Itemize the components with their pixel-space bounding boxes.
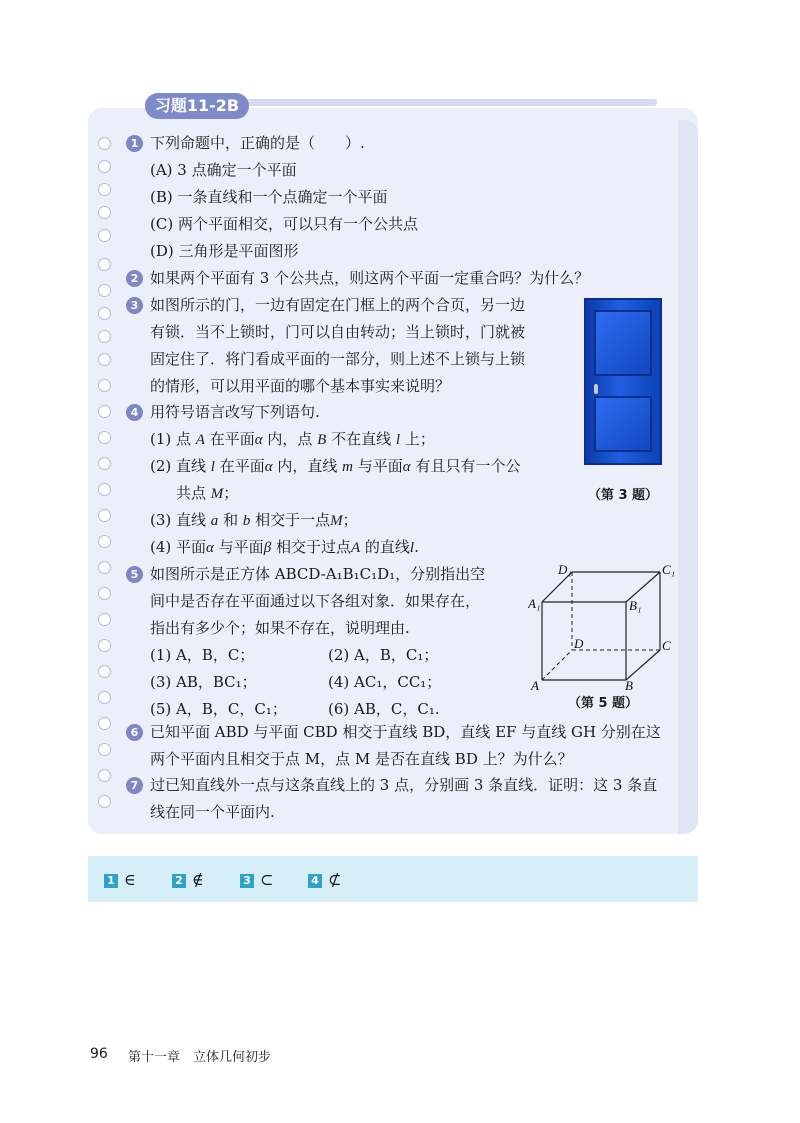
question-6-line: 两个平面内且相交于点 M，点 M 是否在直线 BD 上？为什么？ [150,750,573,768]
question-number-badge: 2 [126,270,143,287]
text-run: 与平面 [353,457,403,475]
math-symbol: α [206,540,214,556]
binder-hole [98,561,111,574]
text-run: (1) 点 [150,430,196,448]
math-symbol: M [210,486,224,502]
binder-hole [98,258,111,271]
math-symbol: a [210,513,219,529]
text-run: 与平面 [213,538,264,556]
binder-hole [98,535,111,548]
question-5-line: 指出有多少个；如果不存在，说明理由. [150,619,410,637]
question-5-part-6: (6) AB，C，C₁. [328,700,440,718]
binder-hole [98,229,111,242]
question-1-option-d: (D) 三角形是平面图形 [150,242,299,260]
text-run: 上； [400,430,435,448]
question-5-line: 如图所示是正方体 ABCD-A₁B₁C₁D₁，分别指出空 [150,565,486,583]
binder-hole [98,379,111,392]
binder-hole [98,206,111,219]
text-run: 在平面 [204,430,255,448]
question-1-option-b: (B) 一条直线和一个点确定一个平面 [150,188,388,206]
question-5-part-4: (4) AC₁，CC₁； [328,673,442,691]
answer-strip [88,856,698,902]
chapter-title: 第十一章 立体几何初步 [128,1050,272,1065]
binder-hole [98,183,111,196]
cube-vertex-label: A₁ [528,596,541,611]
binder-hole [98,717,111,730]
binder-hole [98,431,111,444]
answer-symbol: ∈ [124,870,136,889]
question-5-part-1: (1) A，B，C； [150,646,255,664]
question-5-part-2: (2) A，B，C₁； [328,646,439,664]
binder-hole [98,639,111,652]
question-7-line: 过已知直线外一点与这条直线上的 3 点，分别画 3 条直线．证明：这 3 条直 [150,776,658,794]
cube-vertex-label: C [662,638,671,653]
page-number: 96 [90,1046,108,1062]
cube-diagram [528,562,680,694]
cube-vertex-label: A [531,678,539,693]
door-illustration [584,298,662,465]
text-run: (3) 直线 [150,511,211,529]
door-knob [594,384,598,394]
question-1-option-a: (A) 3 点确定一个平面 [150,161,297,179]
math-symbol: A [350,540,361,556]
math-symbol: A [195,432,205,448]
binder-hole [98,795,111,808]
question-4-item-4 [150,537,419,558]
question-3-line: 的情形，可以用平面的哪个基本事实来说明？ [150,377,451,395]
question-1-stem: 下列命题中，正确的是（ ）. [150,134,365,152]
question-number-badge: 1 [126,135,143,152]
question-5-part-5: (5) A，B，C，C₁； [150,700,287,718]
text-run: 内，点 [262,430,318,448]
binder-hole [98,509,111,522]
cube-vertex-label: C₁ [662,562,676,577]
binder-hole [98,284,111,297]
answer-symbol: ⊄ [328,870,342,889]
answer-number: 4 [308,874,322,888]
answer-number: 3 [240,874,254,888]
binder-hole [98,743,111,756]
cube-edge [626,650,660,680]
question-6-line: 已知平面 ABD 与平面 CBD 相交于直线 BD，直线 EF 与直线 GH 分别在这 [150,723,661,741]
door-panel [594,396,652,452]
binder-hole [98,691,111,704]
math-symbol: l [409,540,415,556]
question-4-item-3 [150,510,358,531]
text-run: 的直线 [360,538,410,556]
answer-symbol: ⊂ [260,870,274,889]
text-run: 和 [218,511,243,529]
question-4-item-1 [150,429,435,450]
card-shadow-edge [678,120,698,834]
math-symbol: α [264,459,273,475]
math-symbol: l [395,432,401,448]
answer-item [308,870,341,889]
text-run: 内，直线 [272,457,343,475]
answer-item [240,870,273,889]
cube-vertex-label: B [625,678,633,693]
binder-hole [98,353,111,366]
answer-symbol: ∉ [192,870,204,889]
binder-hole [98,769,111,782]
math-symbol: l [210,459,215,475]
math-symbol: M [330,513,343,529]
math-symbol: α [402,459,411,475]
cube-vertex-label: D [574,636,584,651]
math-symbol: β [263,540,272,556]
text-run: ； [342,511,358,529]
binder-hole [98,613,111,626]
binder-hole [98,160,111,173]
binder-hole [98,457,111,470]
cube-vertex-label: B₁ [629,598,642,613]
binder-hole [98,137,111,150]
binder-hole [98,330,111,343]
answer-item [172,870,204,889]
question-3-line: 有锁．当不上锁时，门可以自由转动；当上锁时，门就被 [150,323,526,341]
text-run: . [414,538,419,556]
question-1-option-c: (C) 两个平面相交，可以只有一个公共点 [150,215,418,233]
question-7-line: 线在同一个平面内. [150,803,275,821]
question-number-badge: 4 [126,404,143,421]
text-run: 共点 [176,484,211,502]
figure-5-caption: （第 5 题） [567,696,639,711]
text-run: (4) 平面 [150,538,207,556]
binder-hole [98,587,111,600]
door-panel [594,310,652,376]
text-run: 有且只有一个公 [410,457,521,475]
exercise-tab: 习题11-2B [145,93,249,119]
cube-vertex-label: D₁ [558,562,572,577]
question-4-item-2 [150,456,520,477]
math-symbol: m [342,459,354,475]
text-run: (2) 直线 [150,457,211,475]
math-symbol: α [254,432,263,448]
question-5-line: 间中是否存在平面通过以下各组对象．如果存在， [150,592,481,610]
math-symbol: B [317,432,327,448]
question-number-badge: 3 [126,297,143,314]
text-run: 相交于过点 [271,538,351,556]
figure-3-caption: （第 3 题） [587,488,659,503]
cube-hidden-edge [542,650,572,680]
text-run: 在平面 [214,457,265,475]
binder-hole [98,665,111,678]
binder-hole [98,483,111,496]
math-symbol: b [242,513,251,529]
binder-hole [98,307,111,320]
question-4-item-2-cont [176,483,238,504]
question-3-line: 固定住了．将门看成平面的一部分，则上述不上锁与上锁 [150,350,526,368]
binder-hole [98,405,111,418]
text-run: 不在直线 [326,430,396,448]
answer-item [104,870,136,889]
question-number-badge: 7 [126,777,143,794]
text-run: ； [223,484,239,502]
question-3-line: 如图所示的门，一边有固定在门框上的两个合页，另一边 [150,296,526,314]
question-number-badge: 5 [126,566,143,583]
question-number-badge: 6 [126,724,143,741]
question-4-stem: 用符号语言改写下列语句. [150,403,320,421]
answer-number: 1 [104,874,118,888]
question-2-text: 如果两个平面有 3 个公共点，则这两个平面一定重合吗？为什么？ [150,269,590,287]
question-5-part-3: (3) AB，BC₁； [150,673,257,691]
text-run: 相交于一点 [250,511,331,529]
answer-number: 2 [172,874,186,888]
